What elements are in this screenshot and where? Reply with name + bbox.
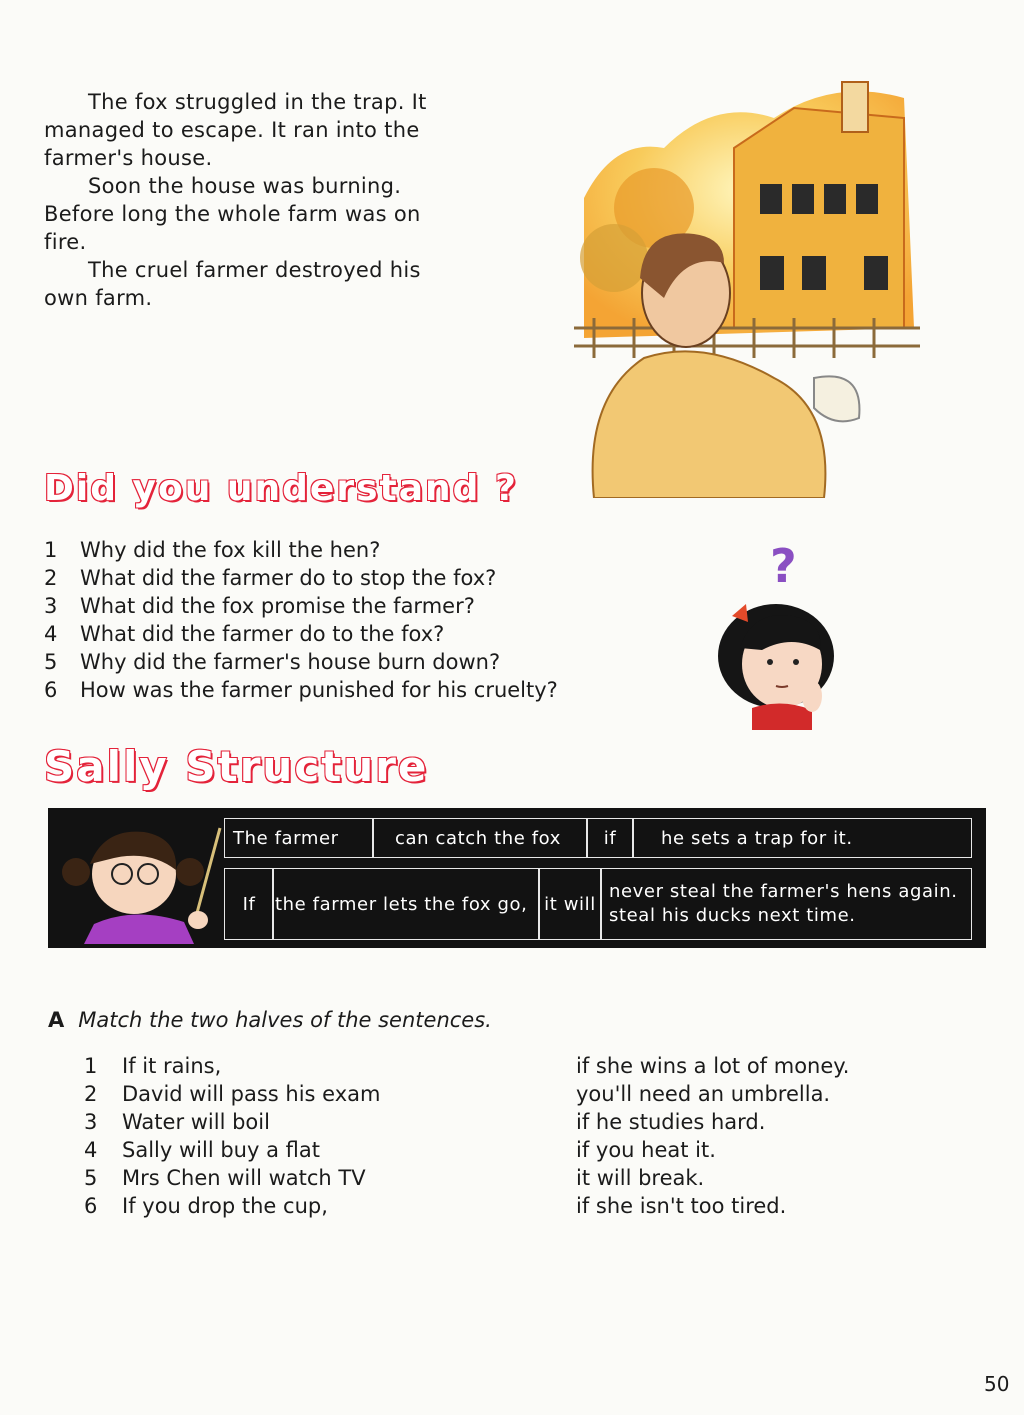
story-line: The cruel farmer destroyed his xyxy=(88,258,421,282)
question-text: What did the farmer do to stop the fox? xyxy=(80,566,497,590)
structure-cell: he sets a trap for it. xyxy=(632,818,972,858)
list-item xyxy=(44,676,664,704)
story-line: farmer's house. xyxy=(44,146,213,170)
burning-farm-illustration xyxy=(574,78,920,498)
question-number: 1 xyxy=(44,538,58,562)
structure-cell: if xyxy=(586,818,634,858)
item-text: If it rains, xyxy=(122,1054,222,1078)
list-item xyxy=(84,1080,380,1108)
list-item xyxy=(84,1164,380,1192)
list-item: if you heat it. xyxy=(576,1138,716,1162)
page-number: 50 xyxy=(984,1372,1010,1396)
item-text: Water will boil xyxy=(122,1110,270,1134)
item-text: If you drop the cup, xyxy=(122,1194,328,1218)
list-item: it will break. xyxy=(576,1166,705,1190)
story-line: Soon the house was burning. xyxy=(88,174,402,198)
question-number: 5 xyxy=(44,650,58,674)
exercise-a-heading xyxy=(48,1008,492,1032)
svg-text:?: ? xyxy=(770,539,797,593)
item-number: 1 xyxy=(84,1054,98,1078)
exercise-instruction: Match the two halves of the sentences. xyxy=(78,1008,492,1032)
list-item xyxy=(44,592,664,620)
structure-option: steal his ducks next time. xyxy=(609,905,856,926)
structure-cell: If xyxy=(224,868,274,940)
list-item xyxy=(84,1108,380,1136)
question-number: 2 xyxy=(44,566,58,590)
list-item xyxy=(84,1136,380,1164)
question-number: 6 xyxy=(44,678,58,702)
structure-option: never steal the farmer's hens again. xyxy=(609,881,958,902)
story-line: The fox struggled in the trap. It xyxy=(88,90,427,114)
item-number: 6 xyxy=(84,1194,98,1218)
question-text: Why did the farmer's house burn down? xyxy=(80,650,501,674)
did-you-understand-heading: Did you understand ? xyxy=(44,468,518,509)
story-text xyxy=(44,88,474,312)
structure-cell: it will xyxy=(538,868,602,940)
question-text: How was the farmer punished for his cruelty? xyxy=(80,678,558,702)
list-item: if she isn't too tired. xyxy=(576,1194,787,1218)
structure-panel xyxy=(48,808,986,948)
question-text: What did the farmer do to the fox? xyxy=(80,622,445,646)
list-item xyxy=(44,620,664,648)
story-line: managed to escape. It ran into the xyxy=(44,118,420,142)
item-text: Mrs Chen will watch TV xyxy=(122,1166,366,1190)
list-item: if she wins a lot of money. xyxy=(576,1054,850,1078)
list-item: you'll need an umbrella. xyxy=(576,1082,831,1106)
story-line: fire. xyxy=(44,230,87,254)
list-item xyxy=(44,648,664,676)
list-item xyxy=(84,1192,380,1220)
item-text: Sally will buy a flat xyxy=(122,1138,320,1162)
list-item: if he studies hard. xyxy=(576,1110,766,1134)
item-number: 4 xyxy=(84,1138,98,1162)
story-line: Before long the whole farm was on xyxy=(44,202,421,226)
sally-structure-heading: Sally Structure xyxy=(44,742,429,791)
question-number: 3 xyxy=(44,594,58,618)
teacher-with-pointer-illustration xyxy=(54,814,230,944)
list-item xyxy=(44,564,664,592)
item-number: 5 xyxy=(84,1166,98,1190)
structure-cell: the farmer lets the fox go, xyxy=(272,868,540,940)
structure-cell: The farmer xyxy=(224,818,374,858)
sentence-second-halves xyxy=(576,1052,849,1220)
structure-cell xyxy=(600,868,972,940)
sentence-first-halves xyxy=(84,1052,380,1220)
item-number: 3 xyxy=(84,1110,98,1134)
item-text: David will pass his exam xyxy=(122,1082,381,1106)
question-list xyxy=(44,536,664,704)
list-item xyxy=(44,536,664,564)
list-item xyxy=(84,1052,380,1080)
thinking-girl-illustration xyxy=(712,538,844,730)
question-number: 4 xyxy=(44,622,58,646)
question-text: What did the fox promise the farmer? xyxy=(80,594,475,618)
structure-cell: can catch the fox xyxy=(372,818,588,858)
story-line: own farm. xyxy=(44,286,153,310)
item-number: 2 xyxy=(84,1082,98,1106)
exercise-letter: A xyxy=(48,1008,65,1032)
question-text: Why did the fox kill the hen? xyxy=(80,538,381,562)
